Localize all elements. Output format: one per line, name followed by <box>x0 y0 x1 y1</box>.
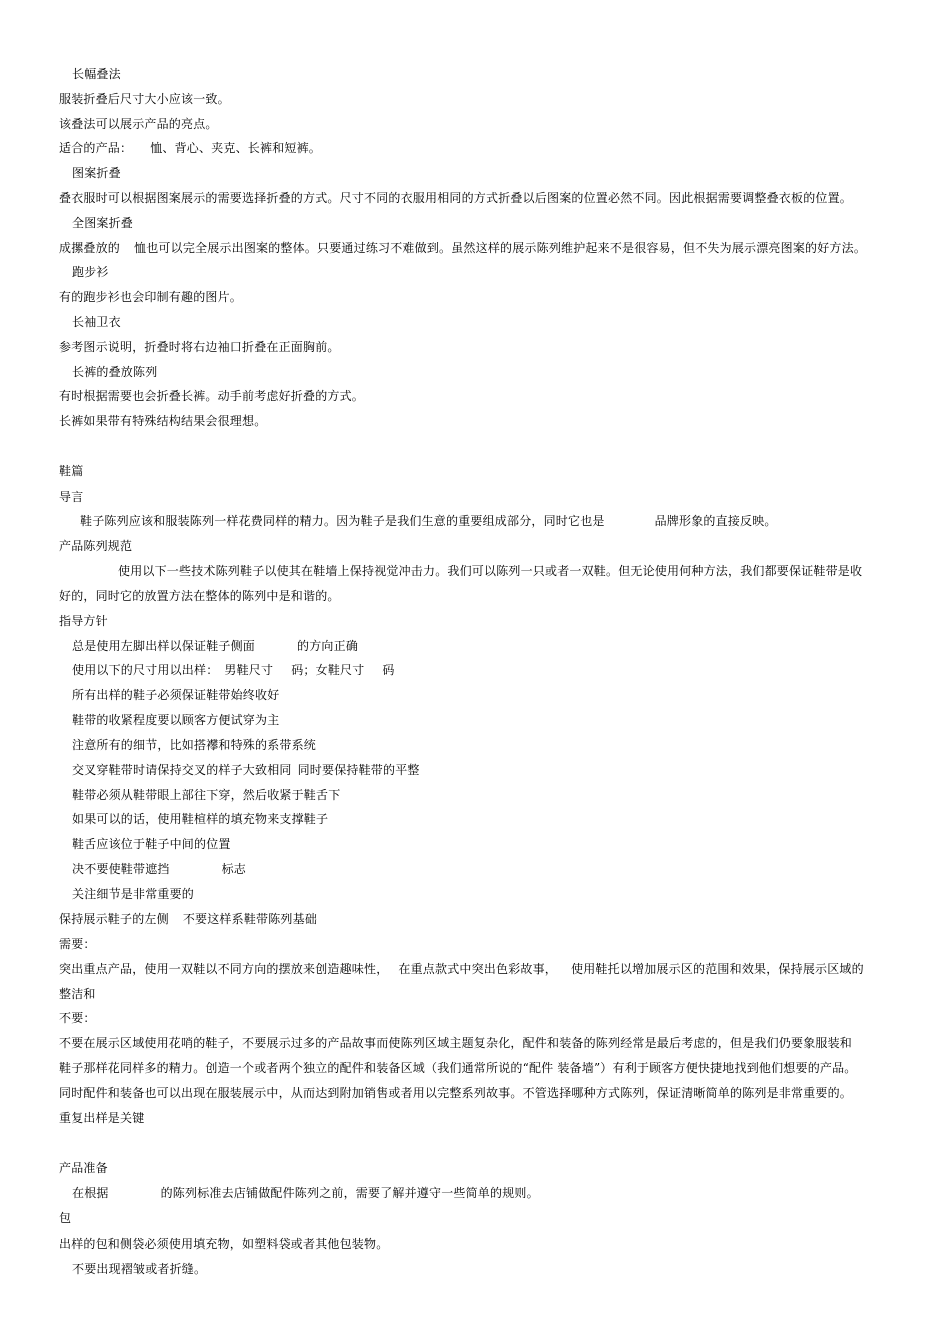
paragraph-line: 该叠法可以展示产品的亮点。 <box>59 117 218 131</box>
text-segment: 保持展示鞋子的左侧 <box>59 912 169 926</box>
paragraph-line: 有时根据需要也会折叠长裤。动手前考虑好折叠的方式。 <box>59 389 365 403</box>
paragraph-line: 使用以下一些技术陈列鞋子以使其在鞋墙上保持视觉冲击力。我们可以陈列一只或者一双鞋。但无论使用何种方法，我们都要保证鞋带是收 <box>118 564 863 578</box>
text-segment: 成摞叠放的 <box>59 241 121 255</box>
text-segment: 突出重点产品，使用一双鞋以不同方向的摆放来创造趣味性， <box>59 962 389 976</box>
list-item <box>72 762 420 778</box>
text-segment: 决不要使鞋带遮挡 <box>72 862 170 876</box>
paragraph-line: 不要出现褶皱或者折缝。 <box>72 1262 207 1276</box>
paragraph-line: 出样的包和侧袋必须使用填充物，如塑料袋或者其他包装物。 <box>59 1237 389 1251</box>
paragraph-line: 同时配件和装备也可以出现在服装展示中，从而达到附加销售或者用以完整系列故事。不管选择哪种方式陈列，保证清晰简单的陈列是非常重要的。 <box>59 1086 853 1100</box>
paragraph-line <box>72 1185 539 1201</box>
paragraph-line <box>59 140 321 156</box>
text-segment: 使用以下的尺寸用以出样： <box>72 663 219 677</box>
text-segment: 的方向正确 <box>297 639 359 653</box>
heading-intro: 导言 <box>59 490 84 504</box>
heading-bags: 包 <box>59 1211 72 1225</box>
list-item: 鞋舌应该位于鞋子中间的位置 <box>72 837 231 851</box>
paragraph-line <box>59 240 866 256</box>
list-item: 注意所有的细节，比如搭襻和特殊的系带系统 <box>72 738 317 752</box>
heading-running-shirt: 跑步衫 <box>72 265 109 279</box>
list-item: 所有出样的鞋子必须保证鞋带始终收好 <box>72 688 280 702</box>
text-segment: 码 <box>382 663 395 677</box>
text-segment: 恤、背心、夹克、长裤和短裤。 <box>150 141 322 155</box>
heading-pattern-fold: 图案折叠 <box>72 166 121 180</box>
text-segment: 恤也可以完全展示出图案的整体。只要通过练习不难做到。虽然这样的展示陈列维护起来不是很容易，但不失为展示漂亮图案的好方法。 <box>134 241 867 255</box>
text-segment: 总是使用左脚出样以保证鞋子侧面 <box>72 639 256 653</box>
paragraph-line: 长裤如果带有特殊结构结果会很理想。 <box>59 414 267 428</box>
list-item <box>72 638 358 654</box>
text-segment: 交叉穿鞋带时请保持交叉的样子大致相同 <box>72 763 292 777</box>
list-item: 关注细节是非常重要的 <box>72 887 195 901</box>
list-item <box>72 861 246 877</box>
paragraph-line: 好的，同时它的放置方法在整体的陈列中是和谐的。 <box>59 589 340 603</box>
text-segment: 鞋子陈列应该和服装陈列一样花费同样的精力。因为鞋子是我们生意的重要组成部分，同时它也是 <box>80 514 605 528</box>
heading-guidelines: 指导方针 <box>59 614 108 628</box>
list-item: 鞋带必须从鞋带眼上部往下穿，然后收紧于鞋舌下 <box>72 788 341 802</box>
heading-dont: 不要： <box>59 1011 96 1025</box>
text-segment: 使用鞋托以增加展示区的范围和效果，保持展示区域的 <box>571 962 864 976</box>
paragraph-line <box>80 513 777 529</box>
text-segment: 同时要保持鞋带的平整 <box>297 763 420 777</box>
paragraph-line: 重复出样是关键 <box>59 1111 145 1125</box>
section-title-shoes: 鞋篇 <box>59 464 84 478</box>
heading-long-sleeve: 长袖卫衣 <box>72 315 121 329</box>
heading-display-rules: 产品陈列规范 <box>59 539 133 553</box>
paragraph-line: 服装折叠后尺寸大小应该一致。 <box>59 92 230 106</box>
paragraph-line <box>59 961 864 977</box>
text-segment: 的陈列标准去店铺做配件陈列之前，需要了解并遵守一些简单的规则。 <box>160 1186 539 1200</box>
text-segment: 品牌形象的直接反映。 <box>654 514 777 528</box>
paragraph-line: 叠衣服时可以根据图案展示的需要选择折叠的方式。尺寸不同的衣服用相同的方式折叠以后图案的位置必然不同。因此根据需要调整叠衣板的位置。 <box>59 191 853 205</box>
text-segment: 男鞋尺寸 <box>224 663 274 677</box>
heading-long-fold: 长幅叠法 <box>72 67 121 81</box>
heading-trousers: 长裤的叠放陈列 <box>72 365 158 379</box>
heading-product-prep: 产品准备 <box>59 1161 108 1175</box>
paragraph-line <box>59 911 317 927</box>
list-item <box>72 662 395 678</box>
text-segment: 标志 <box>221 862 247 876</box>
text-segment: 在重点款式中突出色彩故事， <box>398 962 558 976</box>
heading-need: 需要： <box>59 937 96 951</box>
list-item: 鞋带的收紧程度要以顾客方便试穿为主 <box>72 713 280 727</box>
heading-full-pattern-fold: 全图案折叠 <box>72 216 134 230</box>
paragraph-line: 鞋子那样花同样多的精力。创造一个或者两个独立的配件和装备区域（我们通常所说的“配件 装备墙”）有利于顾客方便快捷地找到他们想要的产品。 <box>59 1061 857 1075</box>
paragraph-line: 参考图示说明，折叠时将右边袖口折叠在正面胸前。 <box>59 340 340 354</box>
text-segment: 不要这样系鞋带陈列基础 <box>182 912 318 926</box>
list-item: 如果可以的话，使用鞋楦样的填充物来支撑鞋子 <box>72 812 329 826</box>
paragraph-line: 有的跑步衫也会印制有趣的图片。 <box>59 290 243 304</box>
text-segment: 在根据 <box>72 1186 109 1200</box>
paragraph-line: 整洁和 <box>59 987 96 1001</box>
text-segment: 适合的产品： <box>59 141 133 155</box>
paragraph-line: 不要在展示区域使用花哨的鞋子，不要展示过多的产品故事而使陈列区域主题复杂化，配件和装备的陈列经常是最后考虑的，但是我们仍要象服装和 <box>59 1036 853 1050</box>
text-segment: 码；女鞋尺寸 <box>291 663 365 677</box>
